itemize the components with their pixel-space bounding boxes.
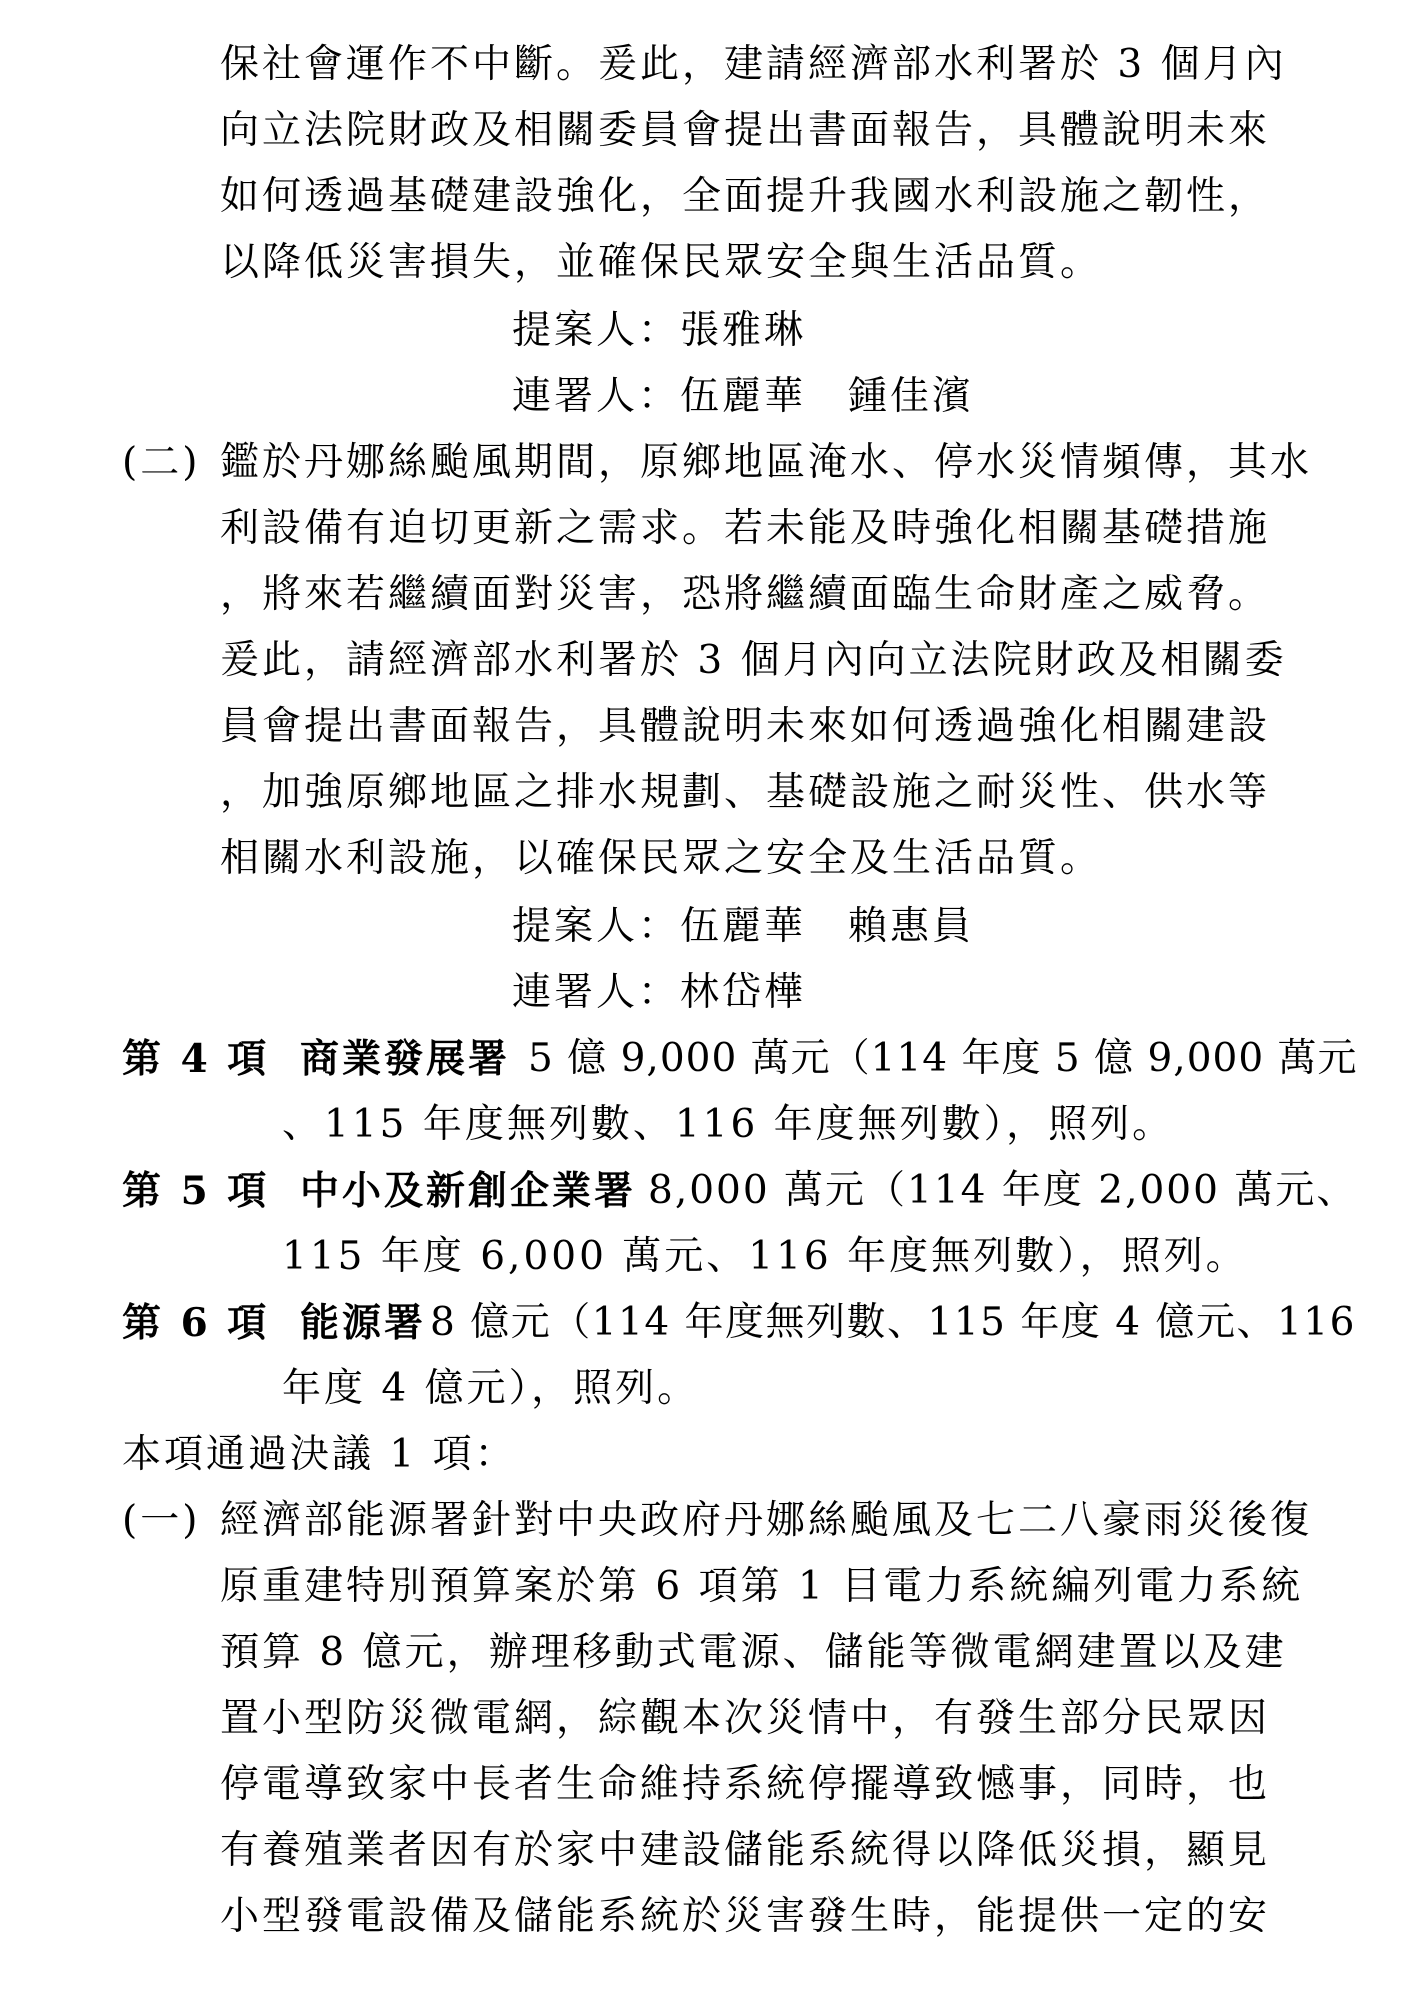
item-label: (二) xyxy=(122,440,201,485)
paragraph-line: 如何透過基礎建設強化，全面提升我國水利設施之韌性， xyxy=(220,174,1271,219)
resolution-heading: 本項通過決議 1 項： xyxy=(122,1432,517,1477)
paragraph-line: 停電導致家中長者生命維持系統停擺導致憾事，同時，也 xyxy=(220,1762,1271,1807)
paragraph-line: ，加強原鄉地區之排水規劃、基礎設施之耐災性、供水等 xyxy=(220,770,1271,815)
paragraph-line: 經濟部能源署針對中央政府丹娜絲颱風及七二八豪雨災後復 xyxy=(220,1498,1313,1543)
paragraph-line: 鑑於丹娜絲颱風期間，原鄉地區淹水、停水災情頻傳，其水 xyxy=(220,440,1313,485)
section-title: 中小及新創企業署 xyxy=(300,1168,637,1214)
section-amount-cont: 年度 4 億元），照列。 xyxy=(282,1366,700,1411)
proposer-line: 提案人：張雅琳 xyxy=(512,308,807,353)
paragraph-line: 以降低災害損失，並確保民眾安全與生活品質。 xyxy=(220,240,1103,285)
paragraph-line: 向立法院財政及相關委員會提出書面報告，具體說明未來 xyxy=(220,108,1271,153)
section-number: 第 4 項 xyxy=(122,1036,270,1082)
paragraph-line: 預算 8 億元，辦理移動式電源、儲能等微電網建置以及建 xyxy=(220,1630,1287,1675)
section-amount-cont: 、115 年度無列數、116 年度無列數），照列。 xyxy=(282,1102,1175,1147)
cosigner-line: 連署人：伍麗華 鍾佳濱 xyxy=(512,374,975,419)
paragraph-line: 員會提出書面報告，具體說明未來如何透過強化相關建設 xyxy=(220,704,1271,749)
section-number: 第 6 項 xyxy=(122,1300,270,1346)
section-amount: 8 億元（114 年度無列數、115 年度 4 億元、116 xyxy=(430,1300,1356,1345)
paragraph-line: 爰此，請經濟部水利署於 3 個月內向立法院財政及相關委 xyxy=(220,638,1287,683)
section-title: 商業發展署 xyxy=(300,1036,511,1082)
section-title: 能源署 xyxy=(300,1300,427,1346)
section-amount: 5 億 9,000 萬元（114 年度 5 億 9,000 萬元 xyxy=(528,1036,1358,1081)
paragraph-line: 置小型防災微電網，綜觀本次災情中，有發生部分民眾因 xyxy=(220,1696,1271,1741)
paragraph-line: 利設備有迫切更新之需求。若未能及時強化相關基礎措施 xyxy=(220,506,1271,551)
paragraph-line: 小型發電設備及儲能系統於災害發生時，能提供一定的安 xyxy=(220,1894,1271,1939)
section-number: 第 5 項 xyxy=(122,1168,270,1214)
paragraph-line: ，將來若繼續面對災害，恐將繼續面臨生命財產之威脅。 xyxy=(220,572,1271,617)
paragraph-line: 原重建特別預算案於第 6 項第 1 目電力系統編列電力系統 xyxy=(220,1564,1304,1609)
paragraph-line: 相關水利設施，以確保民眾之安全及生活品質。 xyxy=(220,836,1103,881)
section-amount: 8,000 萬元（114 年度 2,000 萬元、 xyxy=(648,1168,1358,1213)
item-label: (一) xyxy=(122,1498,201,1543)
cosigner-line: 連署人：林岱樺 xyxy=(512,970,807,1015)
proposer-line: 提案人：伍麗華 賴惠員 xyxy=(512,904,975,949)
section-amount-cont: 115 年度 6,000 萬元、116 年度無列數），照列。 xyxy=(282,1234,1248,1279)
paragraph-line: 有養殖業者因有於家中建設儲能系統得以降低災損，顯見 xyxy=(220,1828,1271,1873)
paragraph-line: 保社會運作不中斷。爰此，建請經濟部水利署於 3 個月內 xyxy=(220,42,1287,87)
